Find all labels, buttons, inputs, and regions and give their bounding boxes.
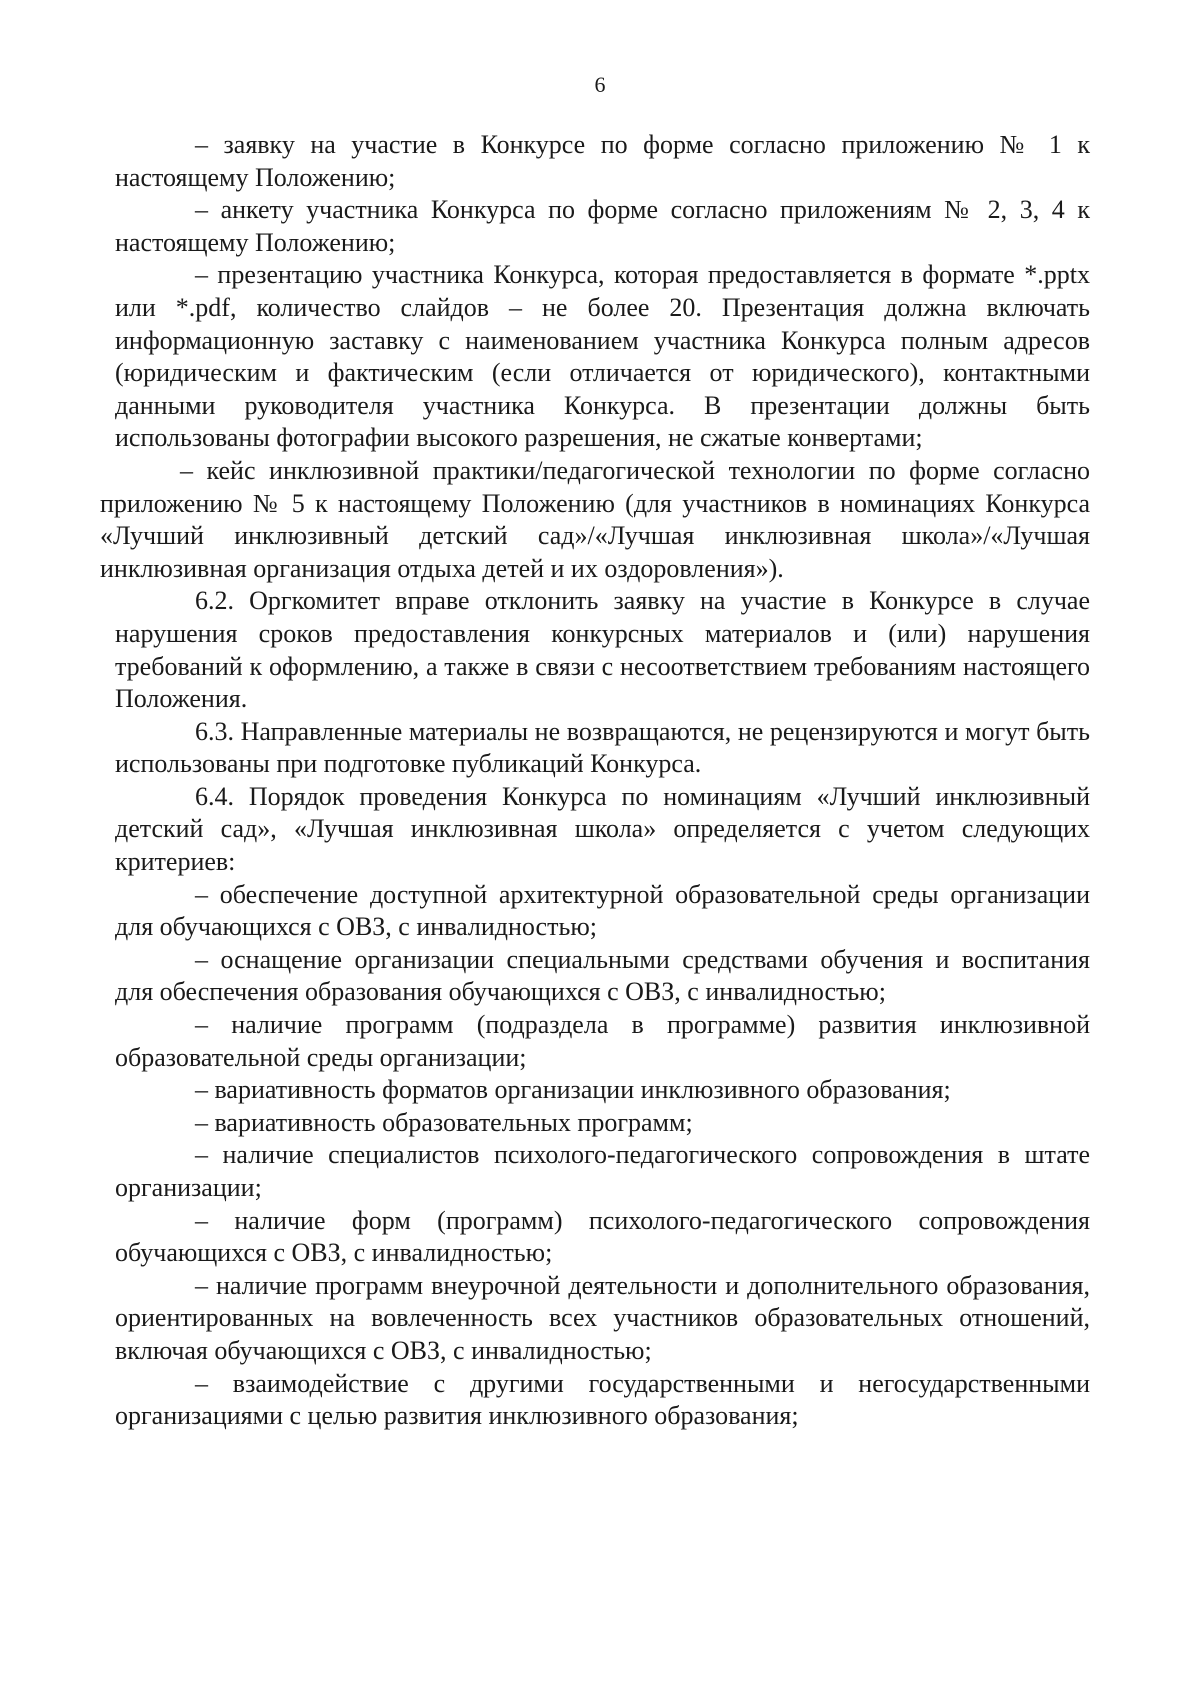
paragraph-6-4: 6.4. Порядок проведения Конкурса по номинациям «Лучший инклюзивный детский сад», «Лучшая инклюзивная школа» определяется с учетом следующих критериев:	[115, 781, 1090, 877]
document-body	[100, 129, 1090, 1433]
criterion-support-forms: – наличие форм (программ) психолого-педагогического сопровождения обучающихся с ОВЗ, с инвалидностью;	[115, 1205, 1090, 1268]
criterion-interaction: – взаимодействие с другими государственными и негосударственными организациями с целью развития инклюзивного образования;	[115, 1368, 1090, 1431]
criterion-format-variability: – вариативность форматов организации инклюзивного образования;	[195, 1075, 951, 1105]
paragraph-6-2: 6.2. Оргкомитет вправе отклонить заявку на участие в Конкурсе в случае нарушения сроков предоставления конкурсных материалов и (или) нарушения требований к оформлению, а также в связи с несоответствием требованиям настоящего Положения.	[115, 586, 1090, 714]
criterion-support-specialists: – наличие специалистов психолого-педагогического сопровождения в штате организации;	[115, 1140, 1090, 1202]
criterion-accessible-environment: – обеспечение доступной архитектурной образовательной среды организации для обучающихся с ОВЗ, с инвалидностью;	[115, 879, 1090, 942]
paragraph-case-practice: – кейс инклюзивной практики/педагогической технологии по форме согласно приложению № 5 к настоящему Положению (для участников в номинациях Конкурса «Лучший инклюзивный детский сад»/«Лучшая инклюзивная школа»/«Лучшая инклюзивная организация отдыха детей и их оздоровления»).	[100, 455, 1090, 583]
page-number: 6	[594, 72, 606, 97]
criterion-program-variability: – вариативность образовательных программ;	[195, 1107, 693, 1137]
criterion-special-equipment: – оснащение организации специальными средствами обучения и воспитания для обеспечения образования обучающихся с ОВЗ, с инвалидностью;	[115, 944, 1090, 1007]
paragraph-presentation: – презентацию участника Конкурса, которая предоставляется в формате *.pptx или *.pdf, количество слайдов – не более 20. Презентация должна включать информационную заставку с наименованием участника Конкурса полным адресов (юридическим и фактическим (если отличается от юридического), контактными данными руководителя участника Конкурса. В презентации должны быть использованы фотографии высокого разрешения, не сжатые конвертами;	[115, 260, 1090, 453]
criterion-development-programs: – наличие программ (подраздела в программе) развития инклюзивной образовательной среды организации;	[115, 1010, 1090, 1072]
paragraph-application-form: – заявку на участие в Конкурсе по форме согласно приложению № 1 к настоящему Положению;	[115, 130, 1090, 192]
criterion-extracurricular-programs: – наличие программ внеурочной деятельности и дополнительного образования, ориентированных на вовлеченность всех участников образовательных отношений, включая обучающихся с ОВЗ, с инвалидностью;	[115, 1270, 1090, 1365]
paragraph-participant-questionnaire: – анкету участника Конкурса по форме согласно приложениям № 2, 3, 4 к настоящему Положению;	[115, 195, 1090, 257]
paragraph-6-3: 6.3. Направленные материалы не возвращаются, не рецензируются и могут быть использованы при подготовке публикаций Конкурса.	[115, 716, 1090, 779]
